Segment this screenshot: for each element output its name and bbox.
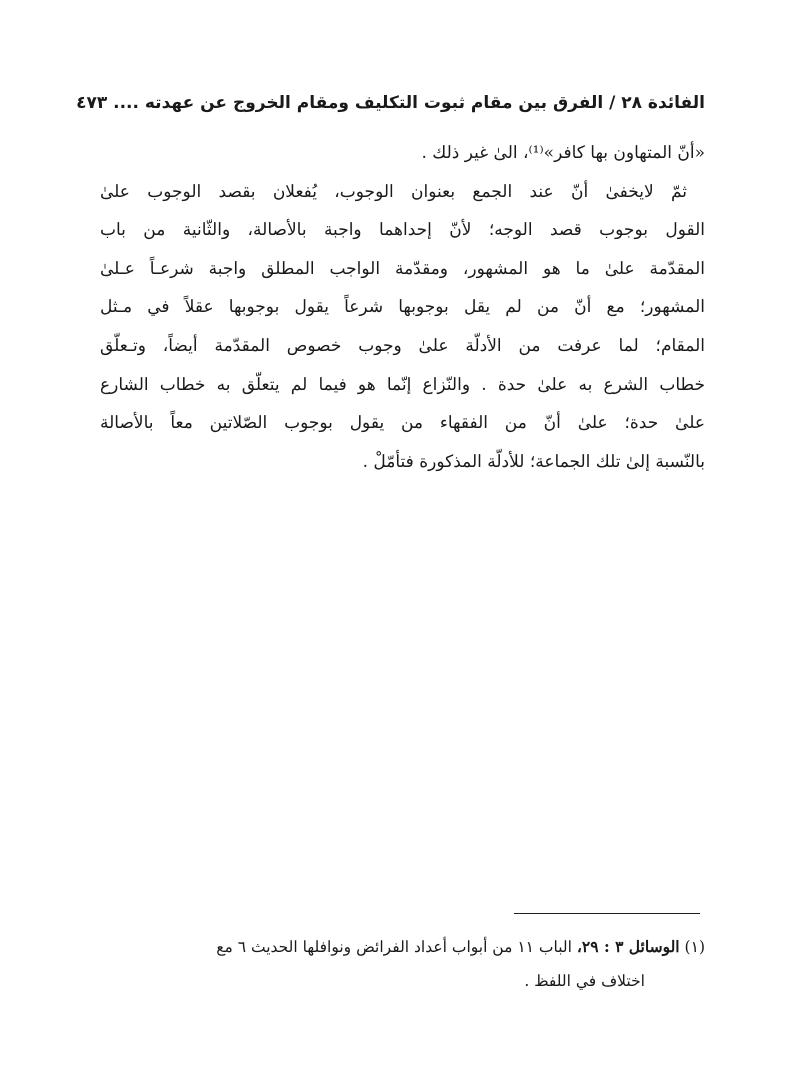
body-line: ثمّ لايخفىٰ أنّ عند الجمع بعنوان الوجوب، يُفعلان بقصد الوجوب علىٰ: [100, 181, 687, 202]
running-header: الفائدة ٢٨ / الفرق بين مقام ثبوت التكليف ومقام الخروج عن عهدته .... ٤٧٣: [76, 93, 705, 113]
body-line: القول بوجوب قصد الوجه؛ لأنّ إحداهما واجبة بالأصالة، والثّانية من باب: [100, 220, 705, 241]
footnotes: [100, 930, 705, 998]
footnote-divider: [514, 913, 700, 914]
body-line: «أنّ المتهاون بها كافر»⁽¹⁾، الىٰ غير ذلك .: [421, 143, 705, 163]
footnote-line: اختلاف في اللفظ .: [524, 972, 645, 990]
body-line: علىٰ حدة؛ علىٰ أنّ من الفقهاء من يقول بوجوب الصّلاتين معاً بالأصالة: [100, 413, 705, 434]
footnote-line: [100, 930, 705, 964]
body-line: المشهور؛ مع أنّ من لم يقل بوجوبها شرعاً يقول بوجوبها عقلاً في مـثل: [100, 297, 705, 318]
footnote-marker: (١): [684, 938, 705, 956]
body-text: [100, 134, 705, 481]
body-line: خطاب الشرع به علىٰ حدة . والنّزاع إنّما هو فيما لم يتعلّق به خطاب الشارع: [100, 374, 705, 395]
body-line: المقدّمة علىٰ ما هو المشهور، ومقدّمة الواجب المطلق واجبة شرعـاً عـلىٰ: [100, 258, 705, 279]
footnote-text: الباب ١١ من أبواب أعداد الفرائض ونوافلها الحديث ٦ مع: [216, 938, 572, 956]
body-line: بالنّسبة إلىٰ تلك الجماعة؛ للأدلّة المذكورة فتأمّلْ .: [362, 451, 705, 472]
body-line: المقام؛ لما عرفت من الأدلّة علىٰ وجوب خصوص المقدّمة أيضاً، وتـعلّق: [100, 335, 705, 356]
footnote-source: الوسائل ٣ : ٢٩،: [576, 937, 680, 956]
